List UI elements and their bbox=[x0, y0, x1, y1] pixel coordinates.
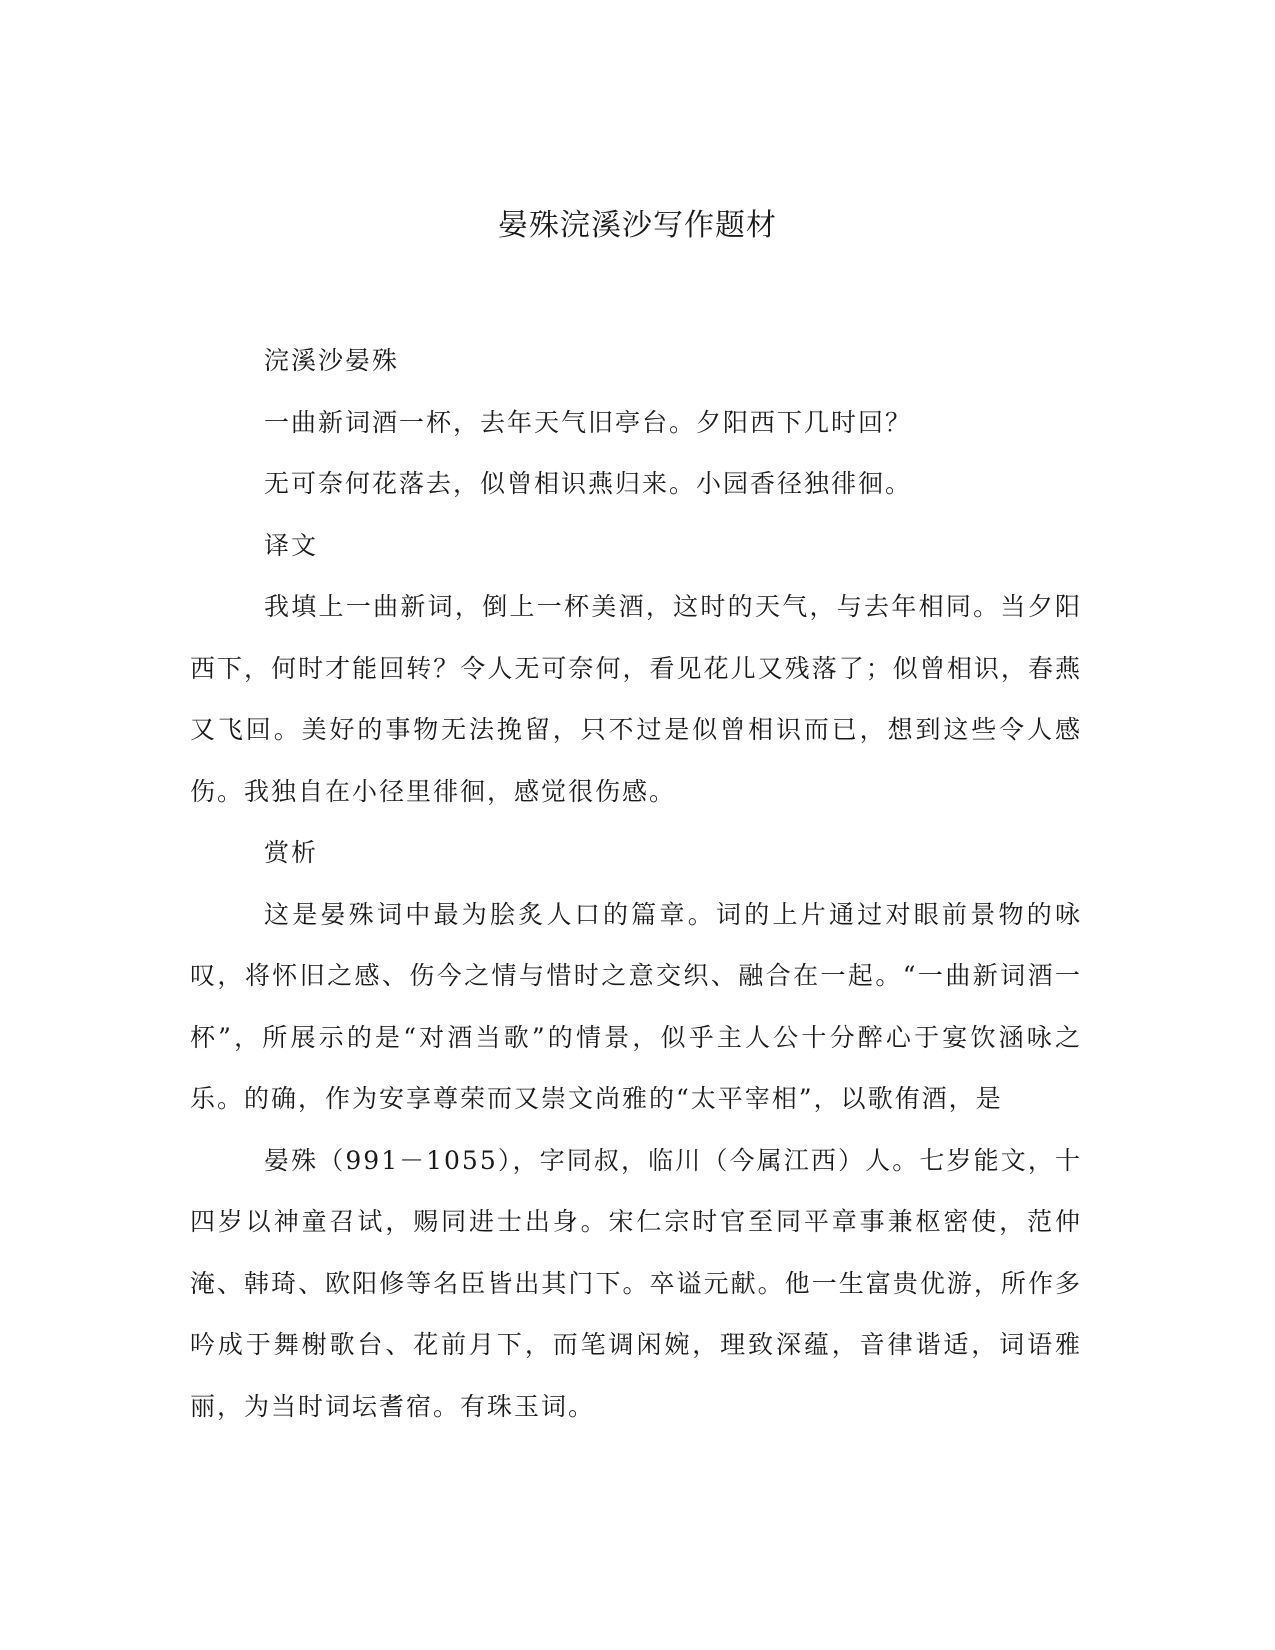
appreciation-heading: 赏析 bbox=[264, 838, 319, 867]
poem-line-1: 一曲新词酒一杯，去年天气旧亭台。夕阳西下几时回？ bbox=[264, 407, 913, 437]
poem-line-2: 无可奈何花落去，似曾相识燕归来。小园香径独徘徊。 bbox=[264, 469, 913, 498]
translation-paragraph: 我填上一曲新词，倒上一杯美酒，这时的天气，与去年相同。当夕阳西下，何时才能回转？令人无可奈何，看见花儿又残落了；似曾相识，春燕又飞回。美好的事物无法挽留，只不过是似曾相识而已，想到这些令人感伤。我独自在小径里徘徊，感觉很伤感。 bbox=[190, 592, 1082, 806]
author-bio-paragraph: 晏殊（991－1055），字同叔，临川（今属江西）人。七岁能文，十四岁以神童召试，赐同进士出身。宋仁宗时官至同平章事兼枢密使，范仲淹、韩琦、欧阳修等名臣皆出其门下。卒谥元献。他一生富贵优游，所作多吟成于舞榭歌台、花前月下，而笔调闲婉，理致深蕴，音律谐适，词语雅丽，为当时词坛耆宿。有珠玉词。 bbox=[190, 1145, 1082, 1421]
translation-heading: 译文 bbox=[264, 530, 319, 560]
document-title: 晏殊浣溪沙写作题材 bbox=[498, 208, 777, 243]
appreciation-paragraph: 这是晏殊词中最为脍炙人口的篇章。词的上片通过对眼前景物的咏叹，将怀旧之感、伤今之情与惜时之意交织、融合在一起。“一曲新词酒一杯”，所展示的是“对酒当歌”的情景，似乎主人公十分醉心于宴饮涵咏之乐。的确，作为安享尊荣而又崇文尚雅的“太平宰相”，以歌侑酒，是 bbox=[190, 899, 1082, 1113]
poem-heading: 浣溪沙晏殊 bbox=[264, 346, 400, 375]
document-body bbox=[190, 330, 1082, 1437]
